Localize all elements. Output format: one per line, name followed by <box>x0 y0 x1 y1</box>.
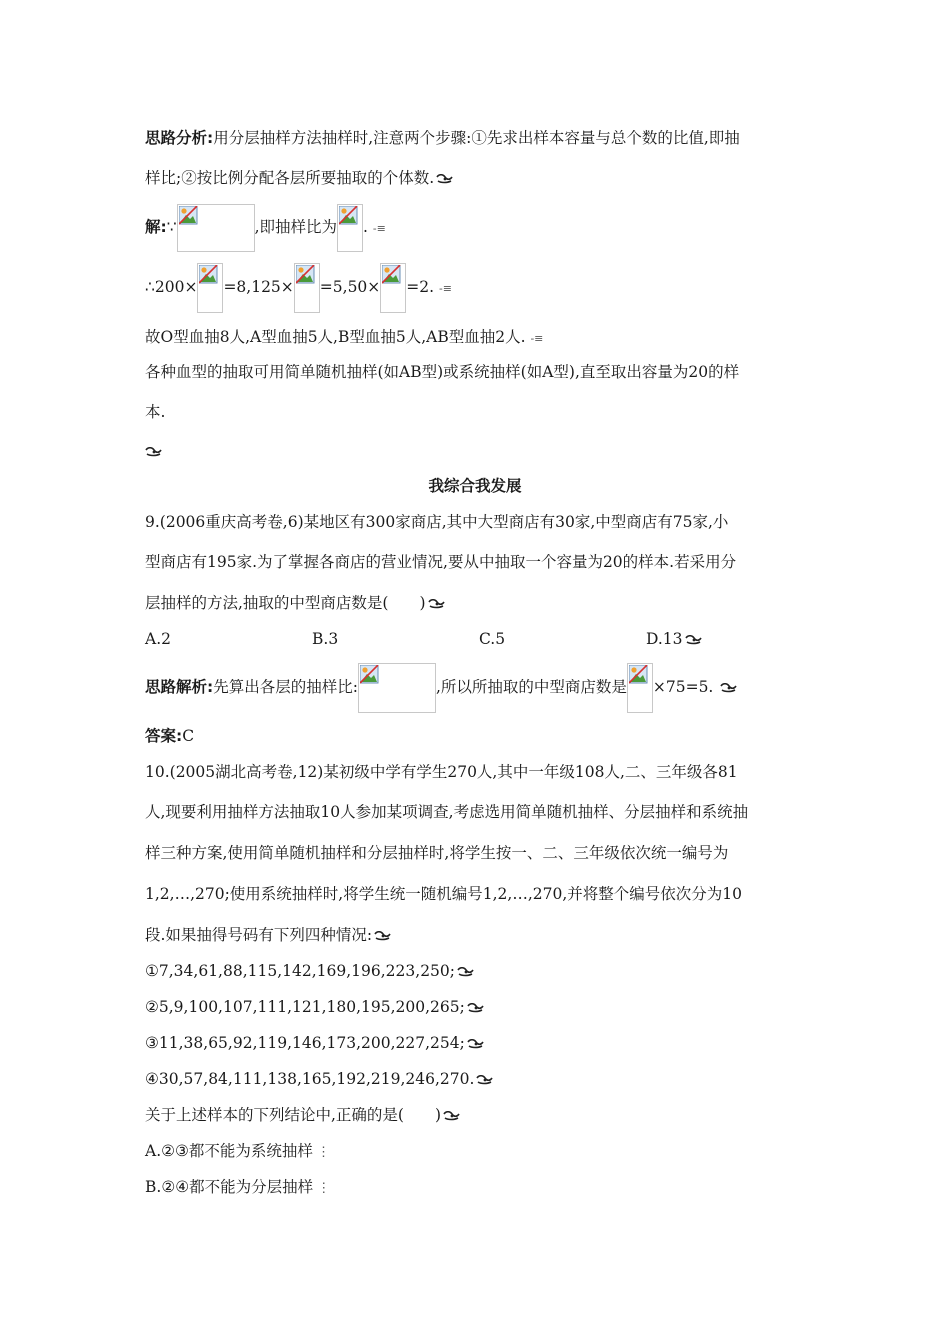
case-text: ②5,9,100,107,111,121,180,195,200,265; <box>145 998 465 1016</box>
solution-result <box>145 326 543 350</box>
result-text: 故O型血抽8人,A型血抽5人,B型血抽5人,AB型血抽2人. <box>145 328 531 346</box>
q9-analysis-text-a: 先算出各层的抽样比: <box>213 678 358 696</box>
q9-line2: 型商店有195家.为了掌握各商店的营业情况,要从中抽取一个容量为20的样本.若采用分 <box>145 553 737 571</box>
choice-b-text: B.②④都不能为分层抽样 <box>145 1178 314 1196</box>
paragraph-mark-icon <box>436 174 453 184</box>
broken-image-icon <box>296 265 315 284</box>
paragraph-mark-icon: -≡ <box>372 222 386 235</box>
paragraph-mark-icon <box>428 599 445 609</box>
q10-choice-a <box>145 1140 330 1164</box>
paragraph-mark-icon <box>145 447 162 457</box>
q9-option-b: B.3 <box>312 630 339 648</box>
eq1-text: =8,125× <box>223 278 294 296</box>
formula-image-placeholder <box>627 663 653 713</box>
q9-line3-text: 层抽样的方法,抽取的中型商店数是( ) <box>145 594 426 612</box>
case-text: ④30,57,84,111,138,165,192,219,246,270. <box>145 1070 475 1088</box>
solution-method-line1: 各种血型的抽取可用简单随机抽样(如AB型)或系统抽样(如A型),直至取出容量为20的样 <box>145 363 740 381</box>
case-text: ③11,38,65,92,119,146,173,200,227,254; <box>145 1034 465 1052</box>
analysis1-label: 思路分析: <box>145 129 214 147</box>
broken-image-icon <box>199 265 218 284</box>
solution-line1 <box>145 203 386 253</box>
q9-option-c: C.5 <box>479 630 506 648</box>
paragraph-mark-icon <box>467 1039 484 1049</box>
paragraph-mark-icon: -≡ <box>439 282 452 295</box>
q10-line1: 10.(2005湖北高考卷,12)某初级中学有学生270人,其中一年级108人,二、三年级各81 <box>145 763 738 781</box>
paragraph-mark-icon: ⋮ <box>313 1181 331 1196</box>
formula-image-placeholder <box>358 663 436 713</box>
analysis1-line1 <box>145 127 740 149</box>
q10-line3: 样三种方案,使用简单随机抽样和分层抽样时,将学生按一、二、三年级依次统一编号为 <box>145 844 729 862</box>
broken-image-icon <box>629 665 648 684</box>
solution-mid-text: ,即抽样比为 <box>254 218 338 236</box>
q9-option-d-text: D.13 <box>646 630 683 648</box>
choice-a-text: A.②③都不能为系统抽样 <box>145 1142 313 1160</box>
paragraph-mark-icon <box>685 635 702 645</box>
q10-line4: 1,2,…,270;使用系统抽样时,将学生统一随机编号1,2,…,270,并将整个编号依次分为10 <box>145 885 742 903</box>
solution-method-line2: 本. <box>145 403 166 421</box>
analysis1-text-line2: 样比;②按比例分配各层所要抽取的个体数. <box>145 169 435 187</box>
formula-image-placeholder <box>294 263 320 313</box>
formula-image-placeholder <box>177 204 255 252</box>
q9-option-a: A.2 <box>145 630 171 648</box>
q9-answer-label: 答案: <box>145 727 183 745</box>
paragraph-mark-line <box>145 440 162 462</box>
q10-line2: 人,现要利用抽样方法抽取10人参加某项调查,考虑选用简单随机抽样、分层抽样和系统抽 <box>145 803 749 821</box>
q9-analysis-text-b: ,所以所抽取的中型商店数是 <box>435 678 627 696</box>
eq3-text: =2. <box>406 278 439 296</box>
q10-choice-b <box>145 1176 330 1200</box>
analysis1-text-line1: 用分层抽样方法抽样时,注意两个步骤:①先求出样本容量与总个数的比值,即抽 <box>213 129 740 147</box>
q9-analysis <box>145 662 737 713</box>
paragraph-mark-icon <box>476 1075 493 1085</box>
solution-end-text: . <box>363 218 373 236</box>
paragraph-mark-icon <box>720 683 737 693</box>
formula-image-placeholder <box>197 263 223 313</box>
q9-analysis-text-c: ×75=5. <box>652 678 719 696</box>
broken-image-icon <box>179 206 198 225</box>
paragraph-mark-icon <box>457 967 474 977</box>
q9-line3 <box>145 592 445 614</box>
formula-image-placeholder <box>380 263 406 313</box>
solution-label: 解: <box>145 218 167 236</box>
because-symbol: ∵ <box>166 218 177 236</box>
q10-question-text: 关于上述样本的下列结论中,正确的是( ) <box>145 1106 442 1124</box>
q9-analysis-label: 思路解析: <box>145 678 214 696</box>
eq2-text: =5,50× <box>319 278 381 296</box>
paragraph-mark-icon <box>467 1003 484 1013</box>
section-title: 我综合我发展 <box>428 477 522 495</box>
paragraph-mark-icon <box>374 931 391 941</box>
broken-image-icon <box>382 265 401 284</box>
solution-line2 <box>145 262 452 314</box>
paragraph-mark-icon: -≡ <box>530 332 544 345</box>
q10-line5-text: 段.如果抽得号码有下列四种情况: <box>145 926 373 944</box>
q9-answer <box>145 725 194 747</box>
analysis1-line2 <box>145 167 453 189</box>
q10-case-1 <box>145 960 474 982</box>
therefore-prefix: ∴200× <box>145 278 198 296</box>
case-text: ①7,34,61,88,115,142,169,196,223,250; <box>145 962 455 980</box>
q10-case-2 <box>145 996 484 1018</box>
q10-case-4 <box>145 1068 493 1090</box>
q10-line5 <box>145 924 391 946</box>
broken-image-icon <box>360 665 379 684</box>
formula-image-placeholder <box>337 204 363 252</box>
q9-line1: 9.(2006重庆高考卷,6)某地区有300家商店,其中大型商店有30家,中型商店有75家,小 <box>145 513 729 531</box>
q9-answer-value: C <box>182 727 195 745</box>
q10-case-3 <box>145 1032 484 1054</box>
paragraph-mark-icon <box>443 1111 460 1121</box>
broken-image-icon <box>339 206 358 225</box>
q9-option-d <box>646 628 702 650</box>
q10-question <box>145 1104 460 1126</box>
paragraph-mark-icon: ⋮ <box>312 1145 331 1160</box>
